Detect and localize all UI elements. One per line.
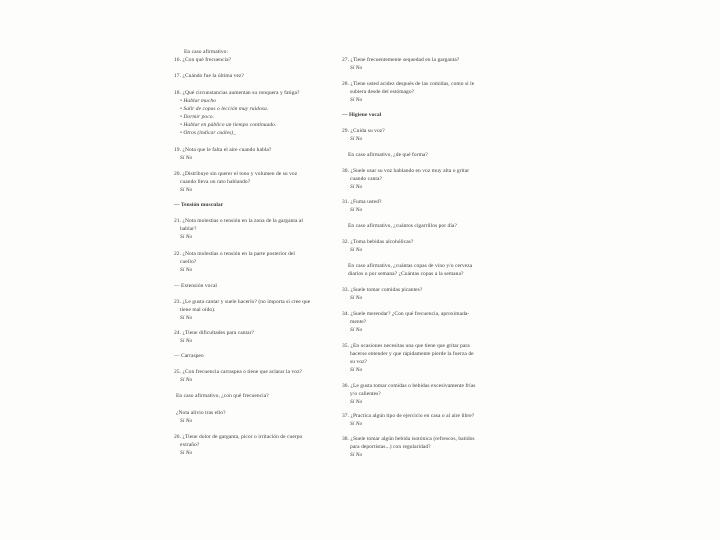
question-23-cont: tiene mal oído).	[180, 307, 216, 313]
question-34-cont: mente?	[350, 319, 367, 325]
question-34: 34. ¿Suele merendar? ¿Con qué frecuencia, aproximada-	[342, 311, 470, 317]
answer-options: Sí No	[350, 452, 363, 458]
question-20: 20. ¿Distribuye sin querer el tono y volumen de su voz	[174, 171, 298, 177]
question-31: 31. ¿Fuma usted?	[342, 199, 382, 205]
followup-line: En caso afirmativo, ¿con qué frecuencia?	[176, 393, 269, 399]
question-29: 29. ¿Cuida su voz?	[342, 128, 385, 134]
question-35: 35. ¿En ocasiones necesitas una que tiene que gritar para	[342, 343, 470, 349]
followup-line: ¿Nota alivio tras ello?	[176, 410, 226, 416]
answer-options: Sí No	[350, 327, 363, 333]
question-37: 37. ¿Practica algún tipo de ejercicio en casa o al aire libre?	[342, 413, 475, 419]
section-heading: — Tensión muscular	[174, 202, 224, 208]
section-heading: — Higiene vocal	[342, 112, 382, 118]
answer-options: Sí No	[350, 207, 363, 213]
answer-options: Sí No	[180, 418, 193, 424]
question-20-cont: cuando lleva un rato hablando?	[180, 179, 251, 185]
answer-options: Sí No	[180, 315, 193, 321]
answer-options: Sí No	[180, 234, 193, 240]
question-33: 33. ¿Suele tomar comidas picantes?	[342, 287, 423, 293]
left-line: En caso afirmativo:	[184, 49, 229, 55]
question-38-cont: para deportistas...) con regularidad?	[350, 444, 431, 450]
answer-options: Sí No	[180, 450, 193, 456]
followup-line: En caso afirmativo, ¿de qué forma?	[348, 152, 428, 158]
answer-options: Sí No	[180, 267, 193, 273]
answer-options: Sí No	[350, 65, 363, 71]
answer-options: Sí No	[180, 338, 193, 344]
question-36-cont: y/o calientes?	[350, 391, 381, 397]
question-32: 32. ¿Toma bebidas alcohólicas?	[342, 239, 414, 245]
followup-line: diarios o por semana? ¿Cuántas copas a la semana?	[348, 271, 464, 277]
question-19: 19. ¿Nota que le falta el aire cuando habla?	[174, 147, 272, 153]
answer-options: Sí No	[350, 136, 363, 142]
answer-options: Sí No	[350, 421, 363, 427]
list-item: • Hablar en público un tiempo continuado.	[180, 122, 277, 128]
question-35-cont: hacerse entender y que rápidamente pierde la fuerza de	[350, 351, 474, 357]
answer-options: Sí No	[350, 295, 363, 301]
question-25: 25. ¿Con frecuencia carraspea o tiene que aclarar la voz?	[174, 369, 303, 375]
question-30: 30. ¿Suele usar su voz hablando en voz muy alta o gritar	[342, 168, 470, 174]
question-21-cont: hablar?	[180, 226, 197, 232]
question-21: 21. ¿Nota molestias o tensión en la zona de la garganta al	[174, 218, 303, 224]
list-item: • Salir de copas o lección muy ruidosa.	[180, 106, 269, 112]
section-heading: — Carraspeo	[174, 353, 204, 359]
section-heading: — Extensión vocal	[174, 283, 218, 289]
answer-options: Sí No	[180, 377, 193, 383]
list-item: • Dormir poco.	[180, 114, 214, 120]
question-36: 36. ¿Le gusta tomar comidas o bebidas excesivamente frías	[342, 383, 476, 389]
followup-line: En caso afirmativo, ¿cuántos cigarrillos por día?	[348, 223, 457, 229]
question-28-cont: subiera desde del estómago?	[350, 89, 415, 95]
answer-options: Sí No	[350, 247, 363, 253]
answer-options: Sí No	[180, 187, 193, 193]
list-item: • Hablar mucho	[180, 98, 216, 104]
answer-options: Sí No	[350, 367, 363, 373]
list-item: • Otros (indicar cuáles)_	[180, 130, 236, 136]
answer-options: Sí No	[180, 155, 193, 161]
answer-options: Sí No	[350, 399, 363, 405]
question-16: 16. ¿Con qué frecuencia?	[174, 57, 232, 63]
question-24: 24. ¿Tiene dificultades para cantar?	[174, 330, 254, 336]
answer-options: Sí No	[350, 97, 363, 103]
question-26: 26. ¿Tiene dolor de garganta, picor o irritación de cuerpo	[174, 434, 303, 440]
question-28: 28. ¿Tiene usted acidez después de las comidas, como si le	[342, 81, 475, 87]
question-22-cont: cuello?	[180, 259, 197, 265]
question-18: 18. ¿Qué circunstancias aumentan su ronquera y fatiga?	[174, 90, 300, 96]
question-35-cont: su voz?	[350, 359, 367, 365]
answer-options: Sí No	[350, 184, 363, 190]
question-22: 22. ¿Nota molestias o tensión en la parte posterior del	[174, 251, 295, 257]
question-27: 27. ¿Tiene frecuentemente sequedad en la garganta?	[342, 57, 460, 63]
question-23: 23. ¿Le gusta cantar y suele hacerlo? (no importa si cree que	[174, 299, 311, 305]
followup-line: En caso afirmativo, ¿cuántas copas de vino y/o cerveza	[348, 263, 473, 269]
question-17: 17. ¿Cuándo fue la última vez?	[174, 73, 244, 79]
question-38: 38. ¿Suele tomar algún bebida isotónica (refrescos, batidos	[342, 436, 475, 442]
question-30-cont: cuando canta?	[350, 176, 382, 182]
question-26-cont: extraño?	[180, 442, 200, 448]
